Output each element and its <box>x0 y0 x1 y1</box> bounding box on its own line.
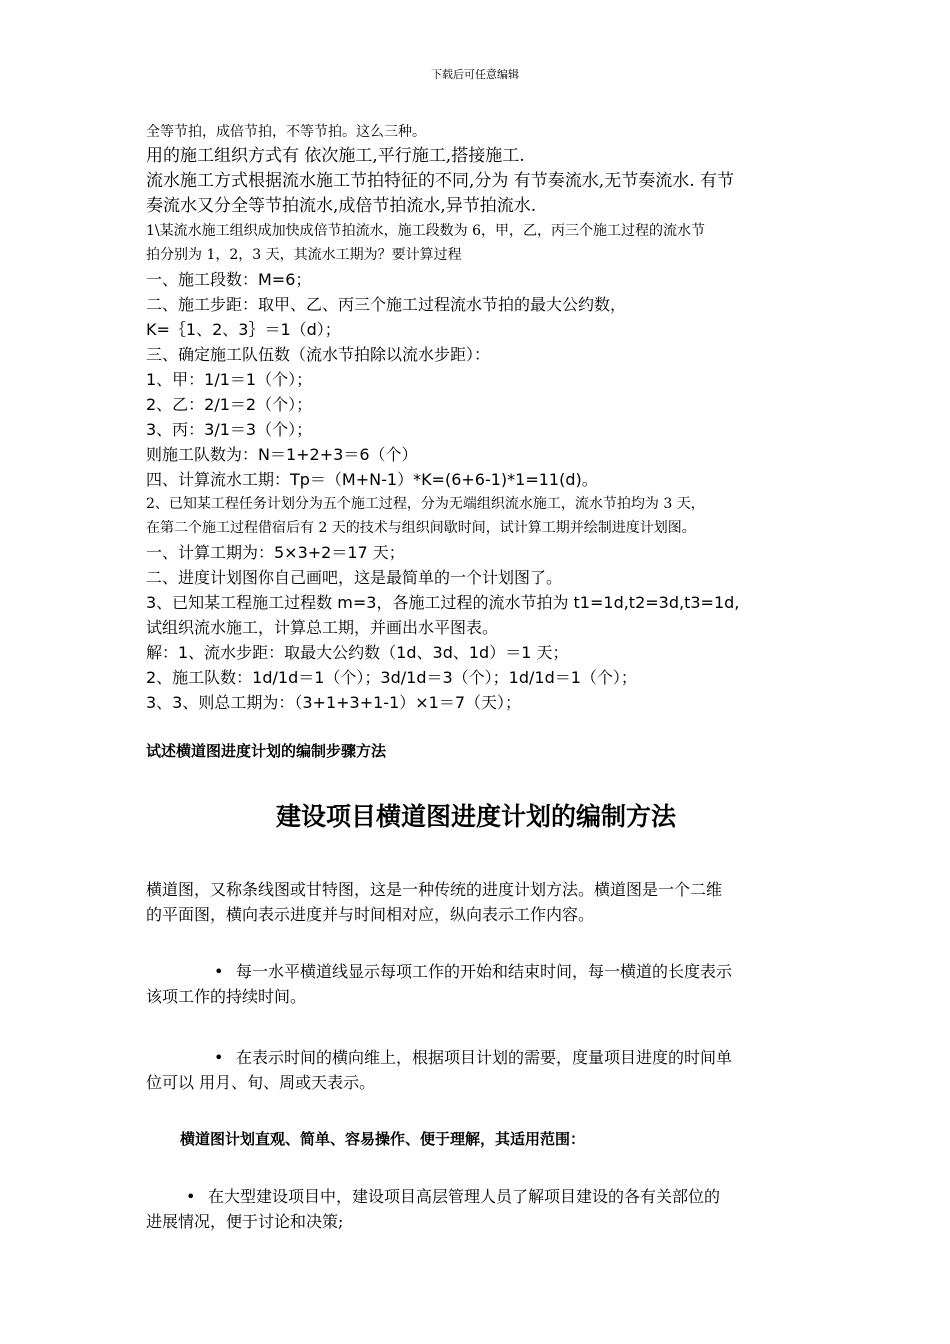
text-line: 一、计算工期为：5×3+2＝17 天； <box>146 543 405 562</box>
bullet-dot: • <box>214 1048 224 1067</box>
bullet-line <box>146 959 826 984</box>
text-line: 则施工队数为：N＝1+2+3＝6（个） <box>146 445 418 464</box>
text-line: 三、确定施工队伍数（流水节拍除以流水步距）： <box>146 345 491 364</box>
text-line: 1\某流水施工组织成加快成倍节拍流水，施工段数为 6，甲，乙，丙三个施工过程的流水节 <box>146 223 705 239</box>
scope-heading: 横道图计划直观、简单、容易操作、便于理解，其适用范围： <box>180 1130 586 1148</box>
bullet-continuation: 位可以 用月、旬、周或天表示。 <box>146 1073 376 1092</box>
text-line: 解：1、流水步距：取最大公约数（1d、3d、1d）＝1 天； <box>146 643 569 662</box>
text-line: 一、施工段数：M=6； <box>146 270 312 289</box>
section-heading: 试述横道图进度计划的编制步骤方法 <box>146 742 387 760</box>
document-title: 建设项目横道图进度计划的编制方法 <box>275 802 676 831</box>
text-line: 试组织流水施工，计算总工期，并画出水平图表。 <box>146 618 499 637</box>
bullet-continuation: 进展情况，便于讨论和决策; <box>146 1212 344 1231</box>
text-line: 横道图，又称条线图或甘特图，这是一种传统的进度计划方法。横道图是一个二维 <box>146 880 723 899</box>
text-line: 用的施工组织方式有 依次施工,平行施工,搭接施工. <box>146 146 525 166</box>
text-line: 奏流水又分全等节拍流水,成倍节拍流水,异节拍流水. <box>146 196 537 216</box>
text-line: 的平面图，横向表示进度并与时间相对应，纵向表示工作内容。 <box>146 905 595 924</box>
bullet-dot: • <box>214 962 224 981</box>
text-line: 在第二个施工过程借宿后有 2 天的技术与组织间歇时间，试计算工期并绘制进度计划图。 <box>146 520 696 536</box>
bullet-line <box>146 1045 826 1070</box>
text-line: K=｛1、2、3｝＝1（d）； <box>146 320 341 339</box>
text-line: 3、丙：3/1＝3（个）； <box>146 420 313 439</box>
page-header: 下载后可任意编辑 <box>431 68 519 81</box>
text-line: 2、乙：2/1＝2（个）； <box>146 395 313 414</box>
text-line: 1、甲：1/1＝1（个）； <box>146 370 313 389</box>
text-line: 二、进度计划图你自己画吧，这是最简单的一个计划图了。 <box>146 568 563 587</box>
text-line: 2、施工队数：1d/1d＝1（个）；3d/1d＝3（个）；1d/1d＝1（个）； <box>146 668 637 687</box>
text-line: 2、已知某工程任务计划分为五个施工过程，分为无端组织流水施工，流水节拍均为 3 天， <box>146 496 705 512</box>
bullet-text: 在表示时间的横向维上，根据项目计划的需要，度量项目进度的时间单 <box>236 1048 733 1067</box>
bullet-item <box>146 1045 826 1095</box>
text-line: 3、3、则总工期为：（3+1+3+1-1）×1＝7（天）； <box>146 693 522 712</box>
bullet-line <box>146 1184 826 1209</box>
text-line: 四、计算流水工期：Tp＝（M+N-1）*K=(6+6-1)*1=11(d)。 <box>146 470 598 489</box>
document-body <box>146 120 826 1234</box>
bullet-continuation: 该项工作的持续时间。 <box>146 987 307 1006</box>
text-line: 全等节拍，成倍节拍，不等节拍。这么三种。 <box>146 124 426 140</box>
bullet-dot: • <box>186 1187 196 1206</box>
text-line: 二、施工步距：取甲、乙、丙三个施工过程流水节拍的最大公约数， <box>146 295 627 314</box>
bullet-text: 在大型建设项目中，建设项目高层管理人员了解项目建设的各有关部位的 <box>208 1187 721 1206</box>
bullet-item <box>146 1184 826 1234</box>
text-line: 流水施工方式根据流水施工节拍特征的不同,分为 有节奏流水,无节奏流水. 有节 <box>146 171 735 191</box>
text-line: 拍分别为 1，2，3 天，其流水工期为？要计算过程 <box>146 247 462 263</box>
bullet-text: 每一水平横道线显示每项工作的开始和结束时间，每一横道的长度表示 <box>236 962 733 981</box>
bullet-item <box>146 959 826 1009</box>
text-line: 3、已知某工程施工过程数 m=3，各施工过程的流水节拍为 t1=1d,t2=3d,t3=1d, <box>146 593 740 612</box>
intro-paragraph <box>146 877 826 927</box>
